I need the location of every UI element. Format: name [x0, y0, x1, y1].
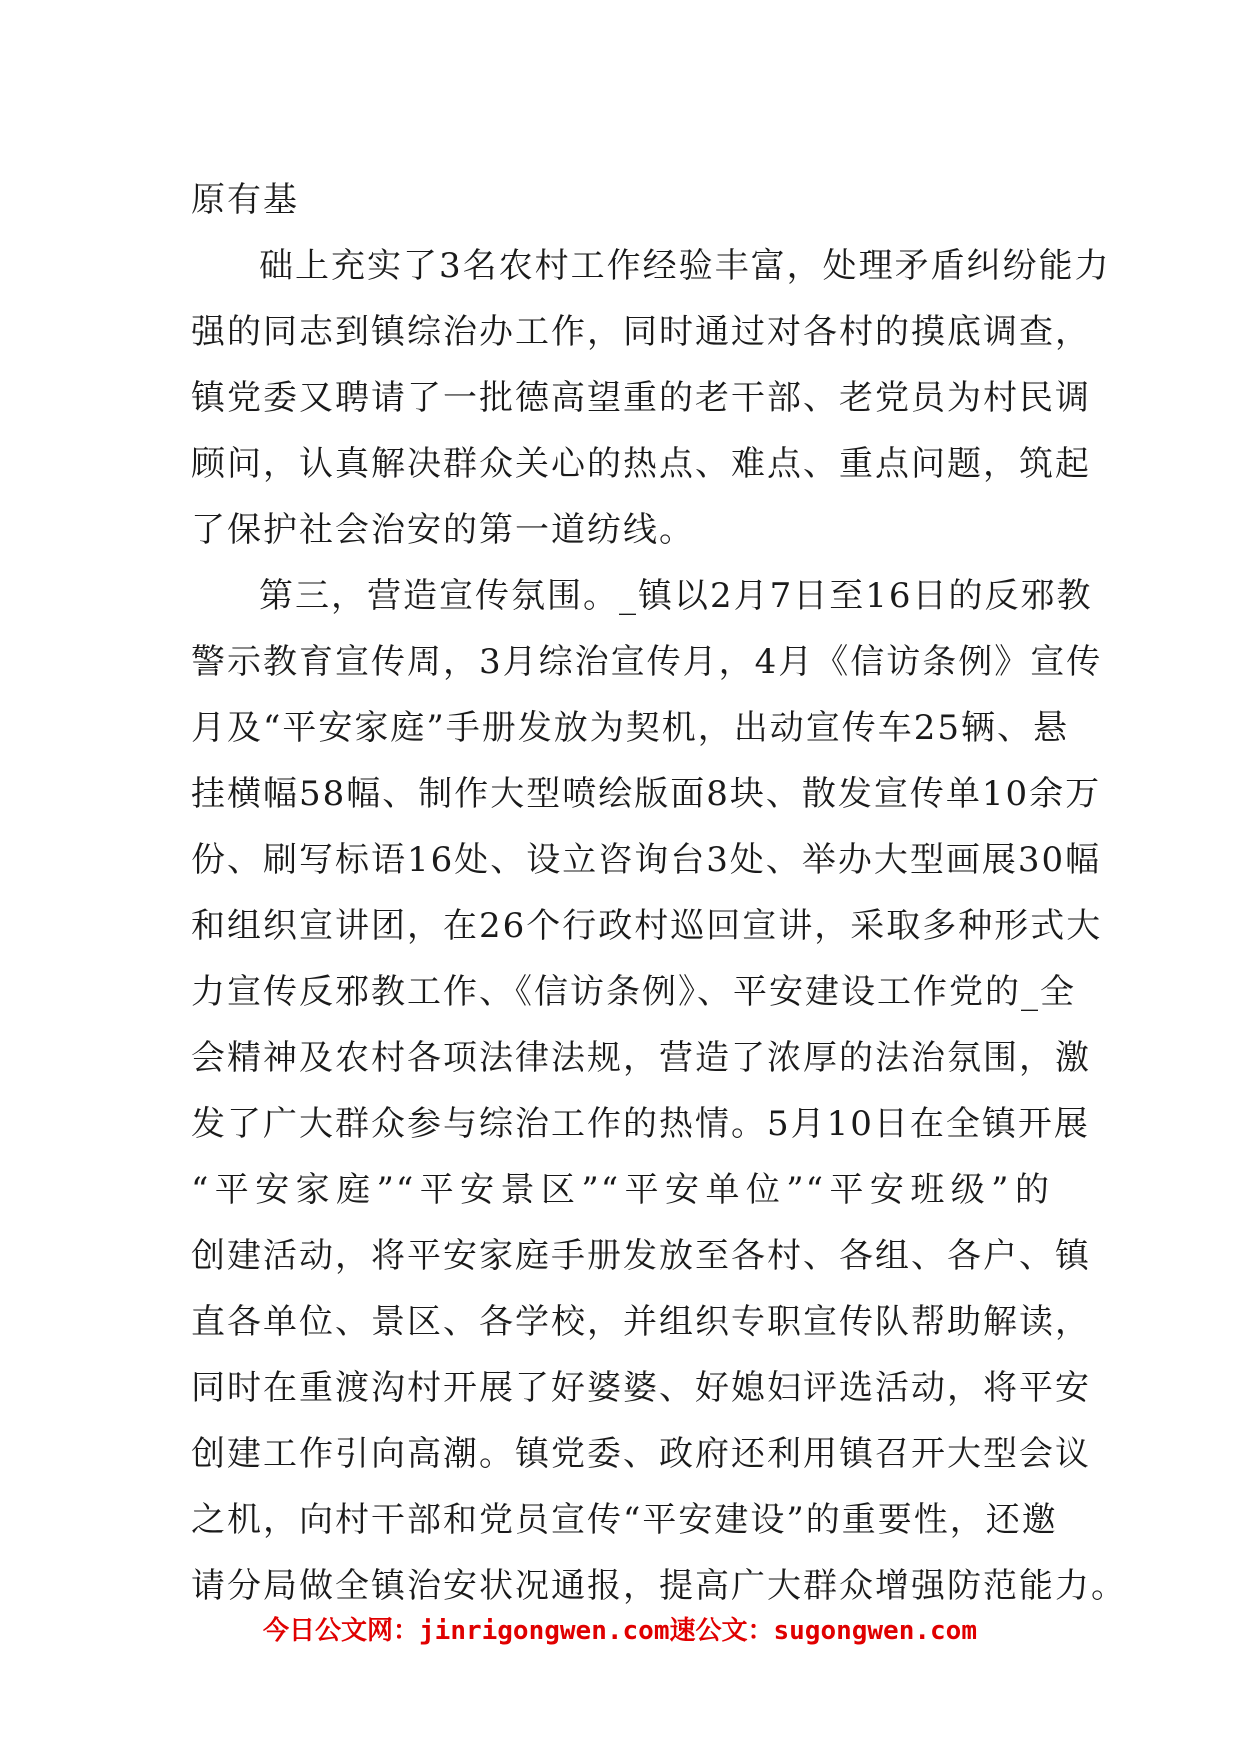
text-line: 了保护社会治安的第一道纺线。: [191, 510, 695, 550]
site1-url[interactable]: jinrigongwen.com: [419, 1616, 670, 1646]
text-line: 础上充实了3名农村工作经验丰富，处理矛盾纠纷能力: [259, 246, 1111, 286]
site1-name: 今日公文网：: [263, 1616, 420, 1646]
text-line: 创建工作引向高潮。镇党委、政府还利用镇召开大型会议: [191, 1434, 1091, 1474]
text-line: 同时在重渡沟村开展了好婆婆、好媳妇评选活动，将平安: [191, 1368, 1091, 1408]
text-line: 顾问，认真解决群众关心的热点、难点、重点问题，筑起: [191, 444, 1091, 484]
site2-name: 速公文：: [669, 1616, 774, 1646]
text-line: 会精神及农村各项法律法规，营造了浓厚的法治氛围，激: [191, 1038, 1091, 1078]
text-line: 原有基: [191, 180, 299, 220]
text-line: 力宣传反邪教工作、《信访条例》、平安建设工作党的_全: [191, 972, 1076, 1012]
text-line: 之机，向村干部和党员宣传“平安建设”的重要性，还邀: [191, 1500, 1058, 1540]
text-line: “平安家庭”“平安景区”“平安单位”“平安班级”的: [191, 1170, 1051, 1210]
text-line: 强的同志到镇综治办工作，同时通过对各村的摸底调查，: [191, 312, 1091, 352]
text-line: 警示教育宣传周，3月综治宣传月，4月《信访条例》宣传: [191, 642, 1103, 682]
footer-watermark: [0, 1610, 1240, 1647]
text-line: 第三，营造宣传氛围。_镇以2月7日至16日的反邪教: [259, 576, 1093, 616]
text-line: 和组织宣讲团，在26个行政村巡回宣讲，采取多种形式大: [191, 906, 1103, 946]
text-line: 直各单位、景区、各学校，并组织专职宣传队帮助解读，: [191, 1302, 1091, 1342]
text-line: 份、刷写标语16处、设立咨询台3处、举办大型画展30幅: [191, 840, 1102, 880]
text-line: 挂横幅58幅、制作大型喷绘版面8块、散发宣传单10余万: [191, 774, 1102, 814]
text-line: 发了广大群众参与综治工作的热情。5月10日在全镇开展: [191, 1104, 1090, 1144]
site2-url[interactable]: sugongwen.com: [773, 1616, 977, 1646]
text-line: 创建活动，将平安家庭手册发放至各村、各组、各户、镇: [191, 1236, 1091, 1276]
document-body: [191, 167, 1127, 1619]
text-line: 镇党委又聘请了一批德高望重的老干部、老党员为村民调: [191, 378, 1091, 418]
text-line: 月及“平安家庭”手册发放为契机，出动宣传车25辆、悬: [191, 708, 1070, 748]
text-line: 请分局做全镇治安状况通报，提高广大群众增强防范能力。: [191, 1566, 1127, 1606]
